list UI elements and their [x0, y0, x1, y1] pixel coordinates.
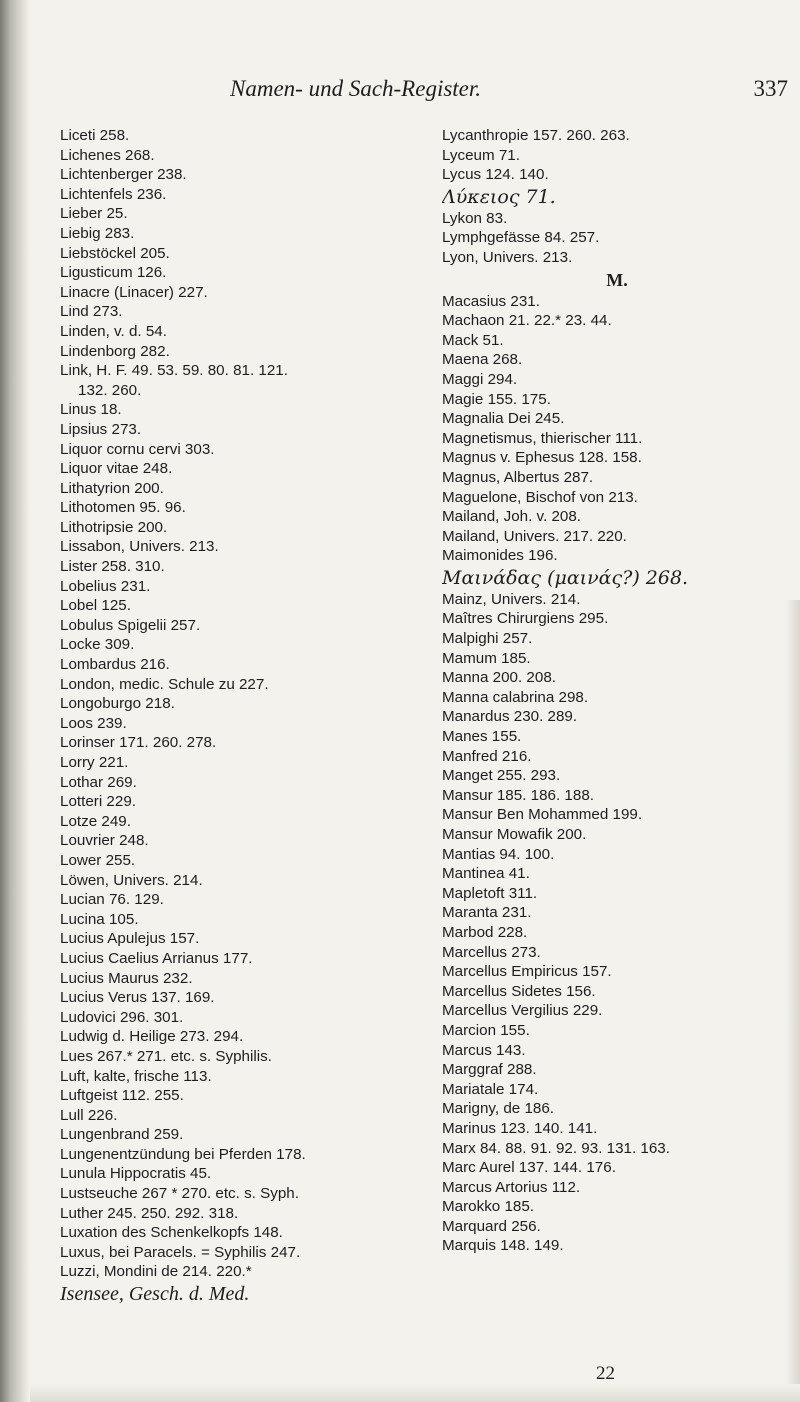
index-entry: Mariatale 174.	[442, 1080, 539, 1098]
index-entry: Lull 226.	[60, 1106, 118, 1124]
index-entry: Lucius Caelius Arrianus 177.	[60, 949, 253, 967]
index-entry: Lungenentzündung bei Pferden 178.	[60, 1145, 306, 1163]
index-entry: Lind 273.	[60, 303, 123, 321]
index-entry: Maranta 231.	[442, 904, 532, 922]
index-entry: Lithatyrion 200.	[60, 479, 164, 497]
index-entry: Marquis 148. 149.	[442, 1237, 564, 1255]
index-entry: Mansur 185. 186. 188.	[442, 786, 594, 804]
index-entry: Manardus 230. 289.	[442, 708, 578, 726]
index-entry: Marcus Artorius 112.	[442, 1178, 581, 1196]
index-entry: Luft, kalte, frische 113.	[60, 1067, 212, 1085]
index-entry: Ludovici 296. 301.	[60, 1008, 184, 1026]
index-entry: Lyceum 71.	[442, 146, 520, 164]
index-entry: Lombardus 216.	[60, 656, 170, 674]
index-entry-greek: Μαινάδας (μαινάς?) 268.	[442, 566, 689, 589]
index-entry: Lykon 83.	[442, 209, 508, 227]
index-entry: Mailand, Univers. 217. 220.	[442, 527, 627, 545]
index-entry: Maggi 294.	[442, 370, 518, 388]
index-entry: Lobulus Spigelii 257.	[60, 616, 201, 634]
footer-note: Isensee, Gesch. d. Med.	[60, 1283, 250, 1306]
index-entry: Macasius 231.	[442, 292, 540, 310]
index-entry: Linden, v. d. 54.	[60, 322, 167, 340]
index-entry: Lobelius 231.	[60, 577, 151, 595]
index-entry: Mainz, Univers. 214.	[442, 590, 581, 608]
index-entry: Marggraf 288.	[442, 1061, 537, 1079]
index-entry: Marcellus Empiricus 157.	[442, 963, 612, 981]
index-entry: Mansur Ben Mohammed 199.	[442, 806, 643, 824]
index-entry: Marinus 123. 140. 141.	[442, 1119, 598, 1137]
signature-mark: 22	[596, 1363, 615, 1384]
index-entry: Magie 155. 175.	[442, 390, 551, 408]
index-entry: Lucius Maurus 232.	[60, 969, 193, 987]
index-entry: Marquard 256.	[442, 1217, 541, 1235]
index-entry: Maguelone, Bischof von 213.	[442, 488, 638, 506]
index-entry: Mapletoft 311.	[442, 884, 538, 902]
index-entry: Liquor vitae 248.	[60, 460, 173, 478]
book-gutter-shadow	[0, 0, 30, 1402]
index-entry: Lithotripsie 200.	[60, 518, 168, 536]
index-entry: Lichenes 268.	[60, 146, 155, 164]
index-entry: Manget 255. 293.	[442, 767, 561, 785]
index-entry: Maîtres Chirurgiens 295.	[442, 610, 609, 628]
index-entry: Manna 200. 208.	[442, 669, 556, 687]
index-entry: Lindenborg 282.	[60, 342, 170, 360]
index-entry: Lucian 76. 129.	[60, 891, 164, 909]
running-head: Namen- und Sach-Register.	[230, 76, 482, 101]
index-entry: Liebstöckel 205.	[60, 244, 170, 262]
index-entry: Marc Aurel 137. 144. 176.	[442, 1159, 616, 1177]
index-entry: Lorry 221.	[60, 754, 129, 771]
index-entry: Marcellus 273.	[442, 943, 541, 961]
index-entry: Lorinser 171. 260. 278.	[60, 734, 217, 752]
index-entry: Mailand, Joh. v. 208.	[442, 508, 582, 526]
index-column-right	[442, 126, 792, 1256]
index-entry: Lipsius 273.	[60, 420, 142, 438]
page-header	[0, 76, 800, 106]
index-entry: Lister 258. 310.	[60, 558, 165, 576]
index-entry: Longoburgo 218.	[60, 695, 175, 713]
index-entry: Löwen, Univers. 214.	[60, 871, 203, 889]
page-number: 337	[753, 76, 788, 101]
index-entry: Mack 51.	[442, 331, 504, 349]
index-entry: Magnus, Albertus 287.	[442, 468, 594, 486]
index-entry: Lithotomen 95. 96.	[60, 499, 186, 517]
index-entry: Magnetismus, thierischer 111.	[442, 429, 643, 447]
index-entry: Lichtenberger 238.	[60, 166, 187, 184]
index-entry: Lycanthropie 157. 260. 263.	[442, 127, 630, 144]
index-entry: Lieber 25.	[60, 205, 128, 223]
index-entry: Mantias 94. 100.	[442, 845, 555, 863]
index-entry: Liebig 283.	[60, 224, 135, 242]
index-entry: Linus 18.	[60, 401, 122, 419]
index-entry: Lissabon, Univers. 213.	[60, 538, 219, 556]
index-entry: Luxus, bei Paracels. = Syphilis 247.	[60, 1243, 301, 1261]
index-entry: Mansur Mowafik 200.	[442, 826, 587, 843]
index-entry: Malpighi 257.	[442, 630, 533, 648]
index-entry: Lymphgefässe 84. 257.	[442, 229, 600, 247]
index-entry: Mamum 185.	[442, 649, 531, 667]
index-entry: Lucina 105.	[60, 910, 139, 928]
index-entry: Lustseuche 267 * 270. etc. s. Syph.	[60, 1185, 299, 1203]
index-entry: Luftgeist 112. 255.	[60, 1087, 184, 1105]
index-entry: London, medic. Schule zu 227.	[60, 675, 269, 693]
index-entry: Lues 267.* 271. etc. s. Syphilis.	[60, 1047, 272, 1065]
index-entry: Manes 155.	[442, 728, 522, 746]
index-entry-greek: Λύκειος 71.	[442, 185, 556, 208]
index-column-left	[60, 126, 425, 1306]
index-entry: Loos 239.	[60, 714, 127, 732]
index-entry: Maena 268.	[442, 351, 523, 369]
index-entry: Lothar 269.	[60, 773, 137, 791]
index-entry: Machaon 21. 22.* 23. 44.	[442, 312, 612, 330]
index-entry: Lichtenfels 236.	[60, 185, 167, 203]
index-entry: Marx 84. 88. 91. 92. 93. 131. 163.	[442, 1139, 670, 1157]
index-entry: Lycus 124. 140.	[442, 166, 549, 184]
index-entry: Magnus v. Ephesus 128. 158.	[442, 449, 642, 467]
index-entry: Marokko 185.	[442, 1198, 535, 1216]
index-entry: Maimonides 196.	[442, 547, 558, 565]
index-entry: Linacre (Linacer) 227.	[60, 283, 208, 301]
index-entry: 132. 260.	[78, 381, 142, 399]
index-entry: Lotteri 229.	[60, 793, 136, 811]
index-entry: Link, H. F. 49. 53. 59. 80. 81. 121.	[60, 362, 288, 380]
index-entry: Manfred 216.	[442, 747, 532, 765]
letter-section-heading: M.	[606, 269, 628, 290]
index-entry: Liceti 258.	[60, 127, 130, 144]
index-entry: Locke 309.	[60, 636, 135, 654]
index-entry: Marcellus Sidetes 156.	[442, 982, 596, 1000]
index-entry: Magnalia Dei 245.	[442, 410, 565, 428]
index-entry: Luxation des Schenkelkopfs 148.	[60, 1224, 283, 1242]
index-entry: Lyon, Univers. 213.	[442, 248, 573, 266]
index-entry: Lucius Apulejus 157.	[60, 930, 200, 948]
index-entry: Lotze 249.	[60, 812, 131, 830]
index-entry: Liquor cornu cervi 303.	[60, 440, 215, 458]
index-entry: Lunula Hippocratis 45.	[60, 1165, 212, 1183]
index-entry: Ludwig d. Heilige 273. 294.	[60, 1028, 244, 1046]
index-entry: Lucius Verus 137. 169.	[60, 989, 215, 1007]
index-entry: Marcion 155.	[442, 1021, 530, 1039]
index-entry: Marbod 228.	[442, 923, 528, 941]
index-entry: Ligusticum 126.	[60, 264, 167, 282]
index-entry: Marcellus Vergilius 229.	[442, 1002, 603, 1020]
index-entry: Louvrier 248.	[60, 832, 149, 850]
index-entry: Luzzi, Mondini de 214. 220.*	[60, 1263, 252, 1281]
index-entry: Marigny, de 186.	[442, 1100, 554, 1118]
index-entry: Lobel 125.	[60, 597, 131, 615]
index-entry: Lower 255.	[60, 851, 136, 869]
index-entry: Mantinea 41.	[442, 865, 530, 883]
index-entry: Manna calabrina 298.	[442, 688, 589, 706]
index-entry: Lungenbrand 259.	[60, 1126, 184, 1144]
page-edge-bottom	[30, 1384, 800, 1402]
index-entry: Luther 245. 250. 292. 318.	[60, 1204, 239, 1222]
index-entry: Marcus 143.	[442, 1041, 526, 1059]
